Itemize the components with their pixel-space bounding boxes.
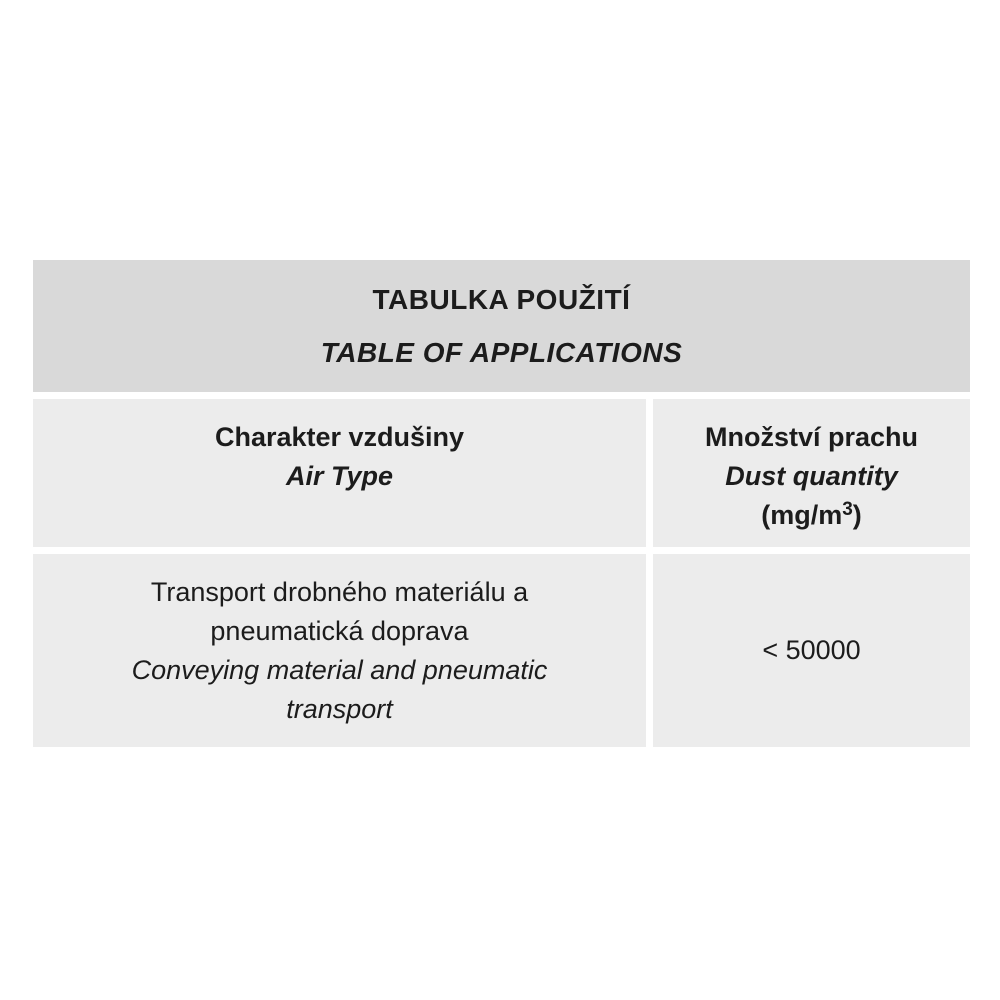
row-dust-quantity-value: < 50000 xyxy=(762,635,861,665)
unit-prefix: (mg/m xyxy=(761,500,843,530)
header-cell-air-type xyxy=(33,399,646,547)
applications-table xyxy=(33,260,970,747)
table-title-banner xyxy=(33,260,970,392)
table-data-row xyxy=(33,554,970,747)
row-air-type-english: Conveying material and pneumatic transport xyxy=(131,654,548,724)
table-title-english: TABLE OF APPLICATIONS xyxy=(320,336,683,368)
table-header-row xyxy=(33,399,970,547)
unit-superscript: 3 xyxy=(842,499,853,520)
header-air-type-czech: Charakter vzdušiny xyxy=(214,422,465,452)
unit-suffix: ) xyxy=(852,500,862,530)
header-dust-quantity-czech: Množství prachu xyxy=(704,422,919,452)
header-dust-quantity-english: Dust quantity xyxy=(725,461,898,491)
row-air-type-czech: Transport drobného materiálu a pneumatická doprava xyxy=(150,576,529,646)
table-title-czech: TABULKA POUŽITÍ xyxy=(372,283,631,315)
header-cell-dust-quantity xyxy=(653,399,970,547)
row-cell-air-type xyxy=(33,554,646,747)
row-cell-dust-quantity xyxy=(653,554,970,747)
header-air-type-english: Air Type xyxy=(285,461,394,491)
header-dust-quantity-unit xyxy=(761,496,862,535)
